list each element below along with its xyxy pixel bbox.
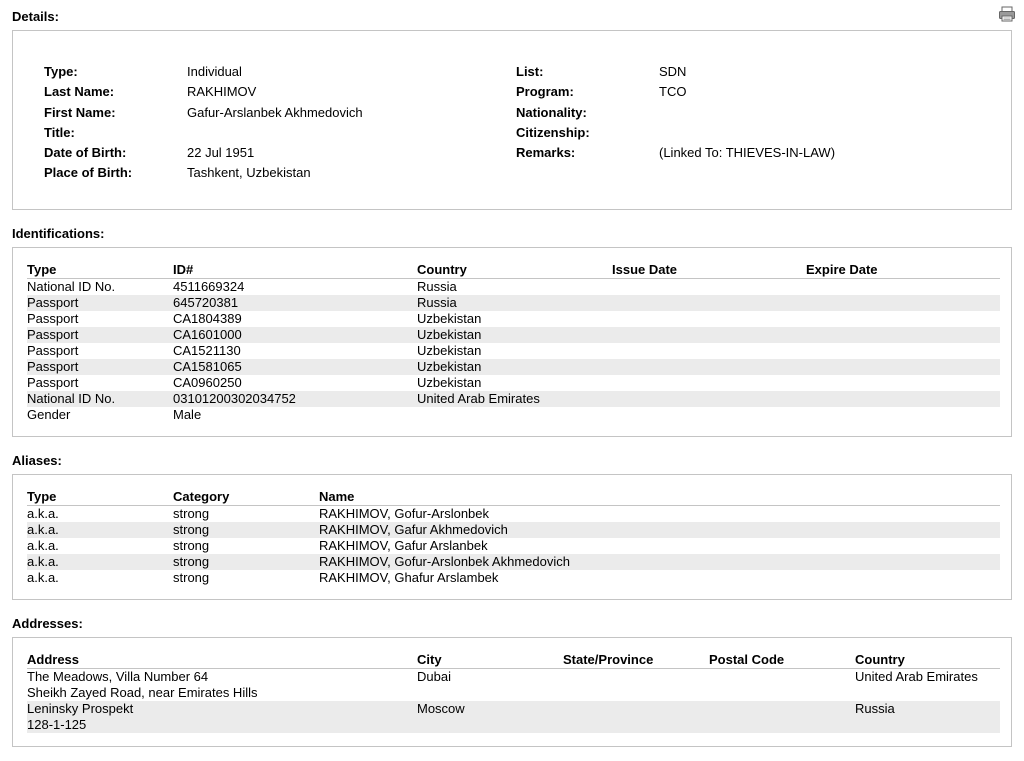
- detail-label: Type:: [44, 64, 78, 79]
- column-header-city: City: [417, 652, 563, 669]
- cell-id: CA1581065: [173, 359, 417, 375]
- cell-address: [27, 701, 417, 733]
- cell-type: Passport: [27, 343, 79, 358]
- cell-issue-date: [612, 311, 806, 327]
- cell-id: CA1601000: [173, 327, 417, 343]
- detail-value: Gafur-Arslanbek Akhmedovich: [187, 104, 363, 120]
- cell-type: National ID No.: [27, 279, 116, 294]
- cell-issue-date: [612, 407, 806, 423]
- address-line: The Meadows, Villa Number 64: [27, 669, 209, 684]
- cell-country: Uzbekistan: [417, 311, 482, 326]
- cell-id: Male: [173, 407, 202, 422]
- table-row: [27, 359, 1000, 375]
- detail-value: SDN: [659, 64, 687, 79]
- cell-expire-date: [806, 279, 1000, 296]
- cell-id: 645720381: [173, 295, 417, 311]
- table-row: [27, 311, 1000, 327]
- cell-expire-date: [806, 359, 1000, 375]
- cell-expire-date: [806, 407, 1000, 423]
- cell-country: United Arab Emirates: [855, 669, 978, 684]
- cell-name: RAKHIMOV, Gafur Akhmedovich: [319, 522, 1000, 538]
- cell-expire-date: [806, 343, 1000, 359]
- detail-value: TCO: [659, 84, 687, 100]
- cell-expire-date: [806, 375, 1000, 391]
- cell-category: strong: [173, 570, 210, 585]
- cell-category: strong: [173, 554, 319, 570]
- addresses-title: Addresses:: [12, 616, 83, 631]
- details-title: Details:: [12, 9, 59, 24]
- identifications-panel: [12, 247, 1012, 437]
- cell-expire-date: [806, 391, 1000, 407]
- cell-postal-code: [709, 701, 855, 733]
- cell-type: Gender: [27, 407, 71, 422]
- aliases-table: [27, 489, 1000, 586]
- table-header-row: [27, 262, 1000, 279]
- column-header-country: Country: [855, 652, 1000, 669]
- detail-value: RAKHIMOV: [187, 84, 257, 100]
- detail-value: Individual: [187, 64, 242, 79]
- cell-issue-date: [612, 343, 806, 359]
- cell-country: Uzbekistan: [417, 359, 612, 375]
- cell-type: a.k.a.: [27, 522, 173, 538]
- cell-country: Russia: [855, 701, 1000, 733]
- cell-id: CA1521130: [173, 343, 241, 358]
- detail-label: Place of Birth:: [44, 165, 133, 181]
- column-header-id: ID#: [173, 262, 417, 279]
- cell-state-province: [563, 669, 709, 702]
- addresses-table: [27, 652, 1000, 733]
- cell-address: [27, 669, 417, 702]
- detail-label: Nationality:: [516, 104, 587, 120]
- table-row: [27, 538, 1000, 554]
- table-row: [27, 701, 1000, 733]
- table-row: [27, 295, 1000, 311]
- table-row: [27, 407, 1000, 423]
- table-row: [27, 391, 1000, 407]
- column-header-issue-date: Issue Date: [612, 262, 806, 279]
- details-panel: [12, 30, 1012, 210]
- cell-issue-date: [612, 375, 806, 391]
- cell-country: Uzbekistan: [417, 343, 482, 358]
- detail-label: Title:: [44, 124, 75, 140]
- detail-value: 22 Jul 1951: [187, 145, 255, 161]
- cell-type: National ID No.: [27, 391, 173, 407]
- address-line: Leninsky Prospekt: [27, 701, 134, 716]
- cell-name: RAKHIMOV, Gofur-Arslonbek Akhmedovich: [319, 554, 1000, 570]
- cell-issue-date: [612, 279, 806, 296]
- table-row: [27, 506, 1000, 523]
- cell-type: Passport: [27, 311, 79, 326]
- cell-country: Russia: [417, 295, 612, 311]
- table-header-row: [27, 652, 1000, 669]
- cell-issue-date: [612, 295, 806, 311]
- cell-type: Passport: [27, 375, 79, 390]
- cell-expire-date: [806, 295, 1000, 311]
- cell-city: Moscow: [417, 701, 563, 733]
- address-line: Sheikh Zayed Road, near Emirates Hills: [27, 685, 258, 700]
- table-row: [27, 522, 1000, 538]
- print-icon[interactable]: [998, 6, 1016, 22]
- column-header-type: Type: [27, 262, 173, 279]
- cell-name: RAKHIMOV, Gofur-Arslonbek: [319, 506, 490, 521]
- cell-type: Passport: [27, 359, 173, 375]
- cell-name: RAKHIMOV, Ghafur Arslambek: [319, 570, 499, 585]
- table-row: [27, 669, 1000, 702]
- column-header-address: Address: [27, 652, 417, 669]
- cell-issue-date: [612, 391, 806, 407]
- cell-expire-date: [806, 311, 1000, 327]
- identifications-title: Identifications:: [12, 226, 105, 241]
- table-header-row: [27, 489, 1000, 506]
- cell-category: strong: [173, 538, 210, 553]
- cell-type: a.k.a.: [27, 570, 59, 585]
- column-header-state-province: State/Province: [563, 652, 709, 669]
- cell-type: a.k.a.: [27, 554, 173, 570]
- detail-label: List:: [516, 64, 544, 79]
- column-header-expire-date: Expire Date: [806, 262, 1000, 279]
- cell-id: CA1804389: [173, 311, 242, 326]
- detail-label: Remarks:: [516, 145, 576, 161]
- column-header-postal-code: Postal Code: [709, 652, 855, 669]
- cell-name: RAKHIMOV, Gafur Arslanbek: [319, 538, 488, 553]
- cell-country: Uzbekistan: [417, 375, 482, 390]
- cell-country: Russia: [417, 279, 457, 294]
- cell-type: a.k.a.: [27, 538, 59, 553]
- cell-city: Dubai: [417, 669, 451, 684]
- addresses-panel: [12, 637, 1012, 747]
- cell-country: [417, 407, 612, 423]
- cell-postal-code: [709, 669, 855, 702]
- table-row: [27, 343, 1000, 359]
- cell-category: strong: [173, 506, 210, 521]
- column-header-country: Country: [417, 262, 612, 279]
- cell-type: Passport: [27, 327, 173, 343]
- table-row: [27, 279, 1000, 296]
- table-row: [27, 327, 1000, 343]
- table-row: [27, 375, 1000, 391]
- cell-issue-date: [612, 359, 806, 375]
- cell-country: Uzbekistan: [417, 327, 612, 343]
- cell-country: United Arab Emirates: [417, 391, 612, 407]
- cell-type: a.k.a.: [27, 506, 59, 521]
- cell-expire-date: [806, 327, 1000, 343]
- cell-category: strong: [173, 522, 319, 538]
- detail-label: First Name:: [44, 104, 116, 120]
- cell-state-province: [563, 701, 709, 733]
- detail-label: Date of Birth:: [44, 145, 127, 161]
- cell-id: 03101200302034752: [173, 391, 417, 407]
- cell-type: Passport: [27, 295, 173, 311]
- column-header-type: Type: [27, 489, 173, 506]
- detail-value: Tashkent, Uzbekistan: [187, 165, 311, 181]
- aliases-title: Aliases:: [12, 453, 62, 468]
- column-header-category: Category: [173, 489, 319, 506]
- address-line: 128-1-125: [27, 717, 87, 732]
- detail-label: Program:: [516, 84, 574, 100]
- identifications-table: [27, 262, 1000, 423]
- detail-label: Citizenship:: [516, 124, 590, 140]
- table-row: [27, 554, 1000, 570]
- detail-label: Last Name:: [44, 84, 115, 100]
- aliases-panel: [12, 474, 1012, 600]
- cell-issue-date: [612, 327, 806, 343]
- table-row: [27, 570, 1000, 586]
- detail-value: (Linked To: THIEVES-IN-LAW): [659, 145, 836, 161]
- cell-id: CA0960250: [173, 375, 242, 390]
- column-header-name: Name: [319, 489, 1000, 506]
- cell-id: 4511669324: [173, 279, 245, 294]
